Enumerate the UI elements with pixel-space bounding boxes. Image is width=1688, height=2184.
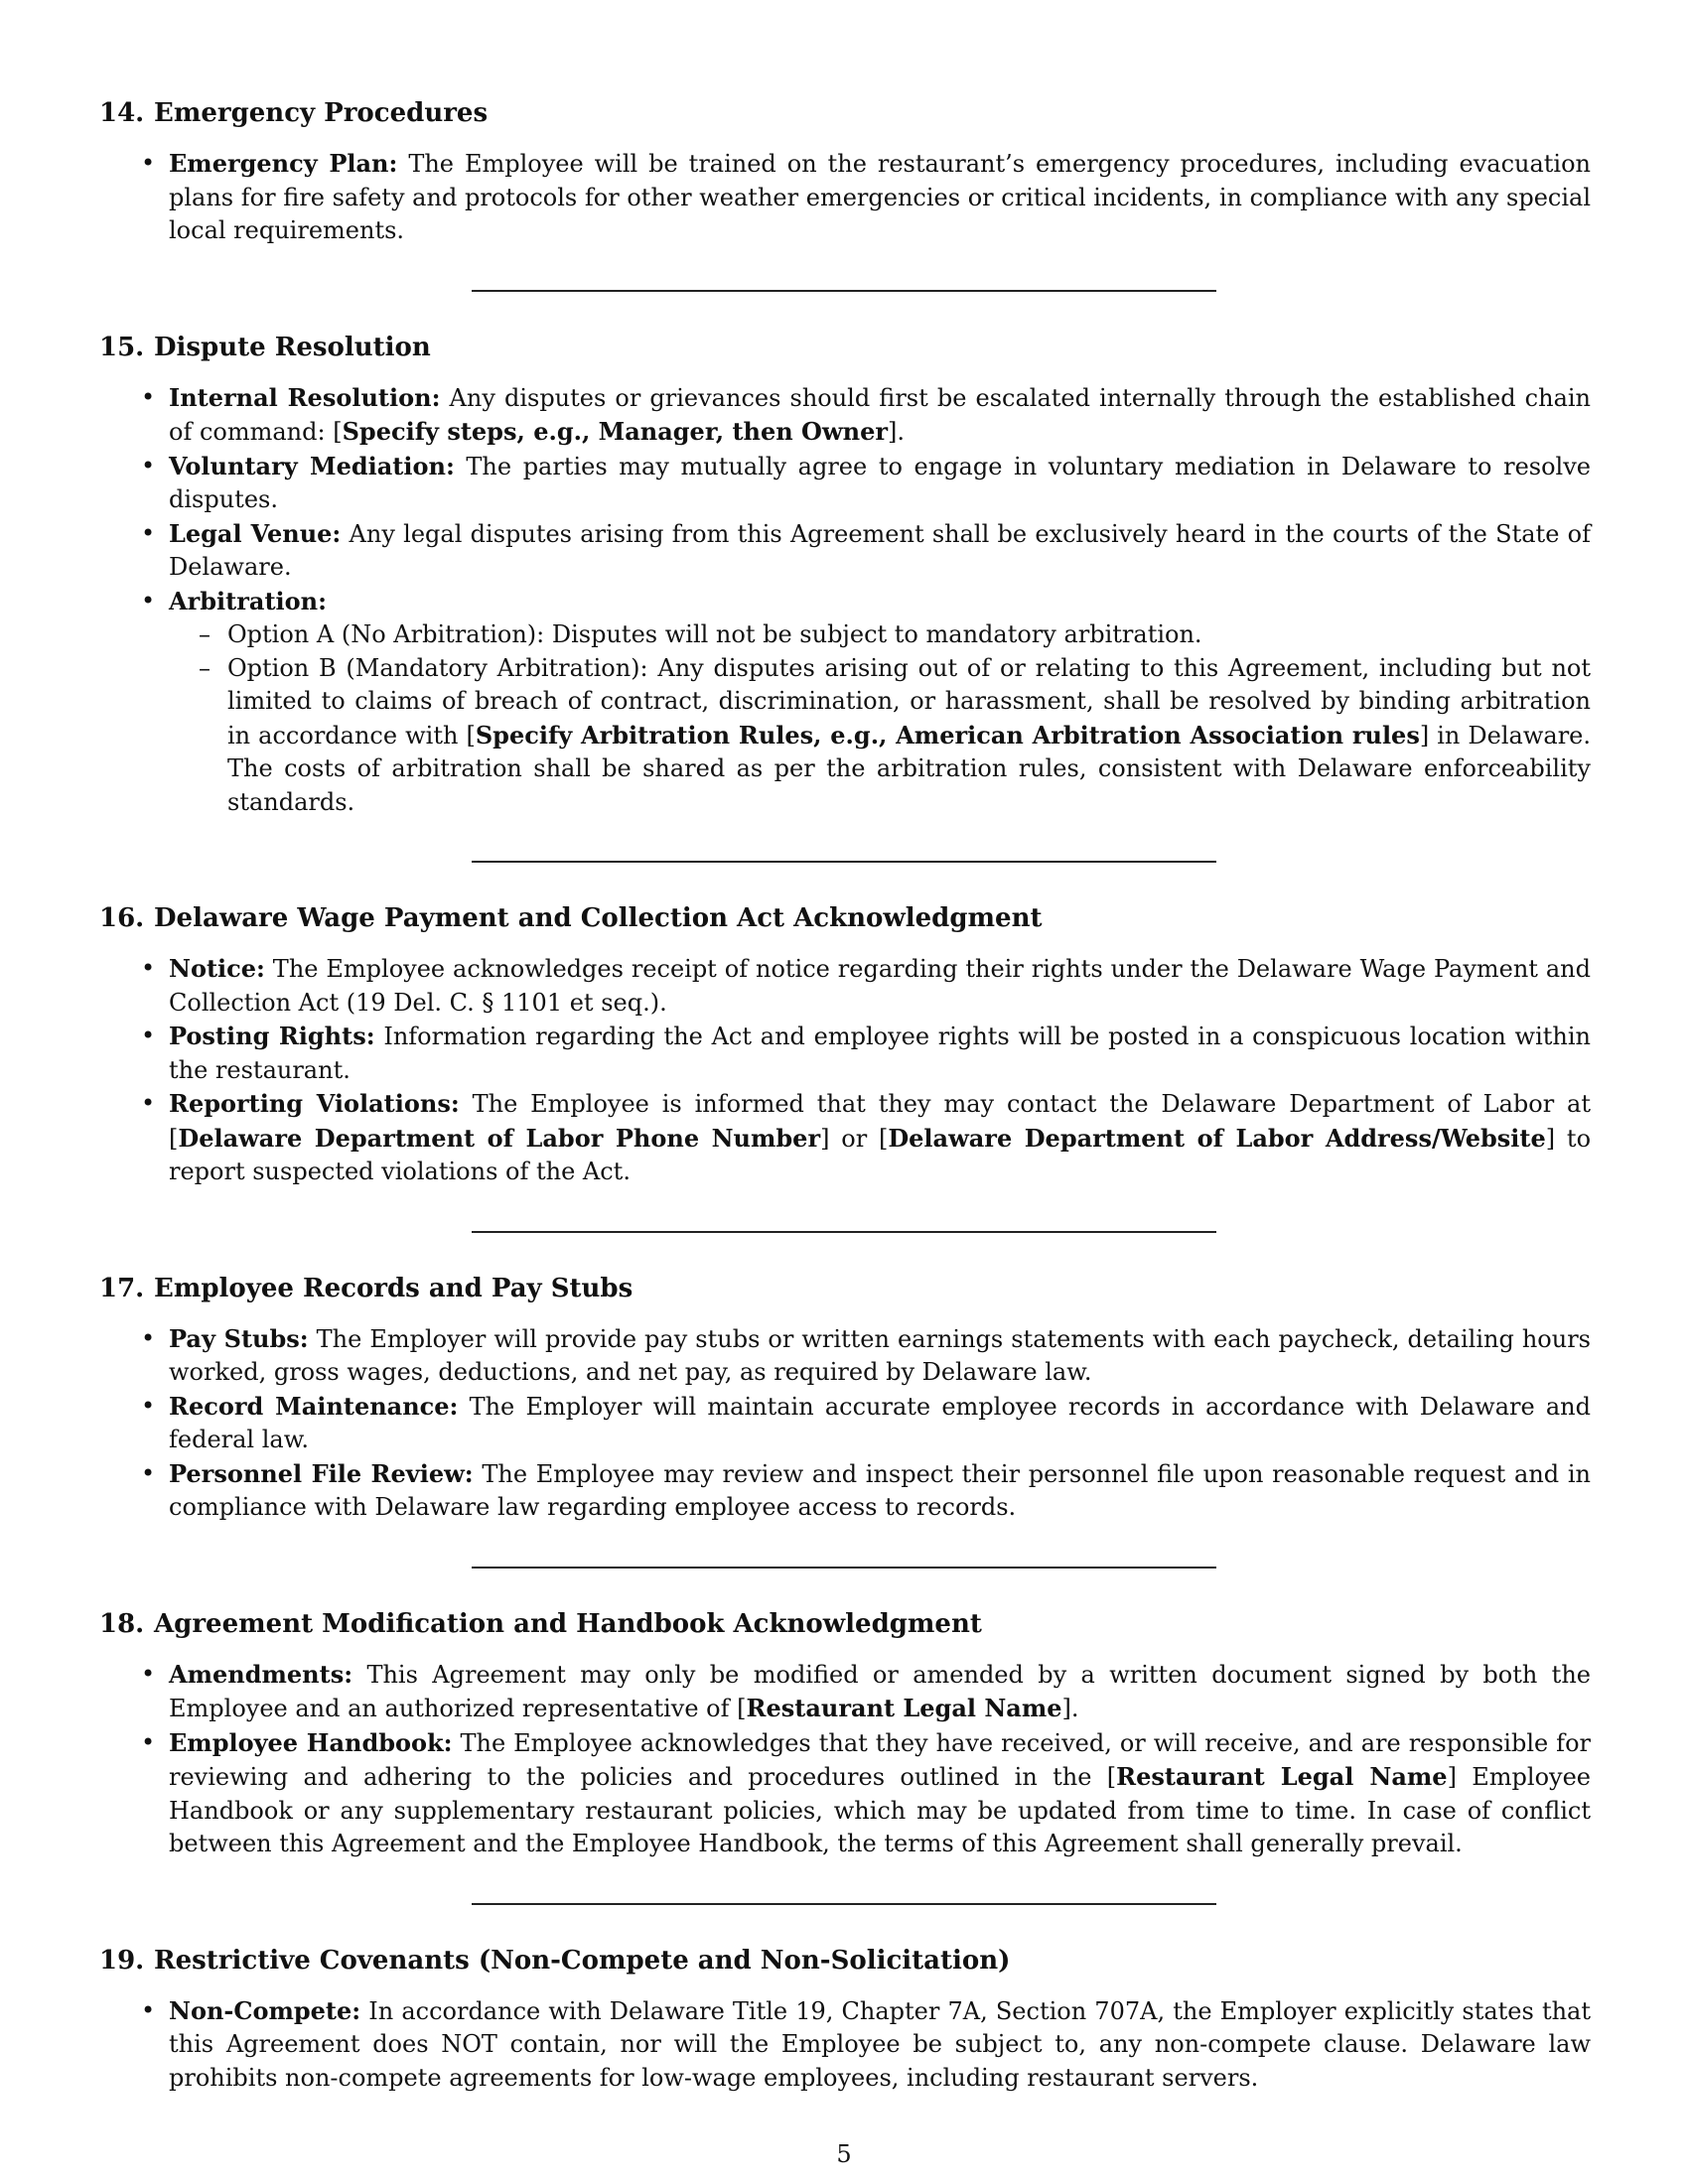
item-placeholder: Specify steps, e.g., Manager, then Owner [342, 417, 888, 446]
sub-list-item [169, 618, 1591, 652]
bullet-list [99, 147, 1591, 248]
item-text: Any legal disputes arising from this Agreement shall be exclusively heard in the courts of the State of Delaware. [169, 519, 1591, 581]
item-text: The Employee will be trained on the restaurant’s emergency procedures, including evacuation plans for fire safety and protocols for other weather emergencies or critical incidents, in compliance with any special local requirements. [169, 150, 1592, 244]
section-spacer [99, 292, 1591, 332]
item-term: Voluntary Mediation: [169, 451, 455, 480]
item-term: Personnel File Review: [169, 1458, 474, 1488]
sub-item-placeholder: Specify Arbitration Rules, e.g., American Arbitration Association rules [475, 720, 1420, 750]
section-heading [99, 1945, 1591, 1977]
list-item [99, 1457, 1591, 1525]
item-text: ] to report suspected violations of the Act. [169, 1124, 1592, 1185]
page-number: 5 [836, 2140, 852, 2168]
item-text: The Employee is informed that they may contact the Delaware Department of Labor at [ [169, 1090, 1591, 1153]
section-number: 19. [99, 1945, 145, 1976]
sub-item-text: ] in Delaware. The costs of arbitration shall be shared as per the arbitration rules, consistent with Delaware enforceability standards. [227, 721, 1592, 816]
item-text: The Employer will maintain accurate employee records in accordance with Delaware and federal law. [169, 1392, 1591, 1453]
item-text: Any disputes or grievances should first be escalated internally through the established chain of command: [ [169, 383, 1592, 446]
item-text: Information regarding the Act and employee rights will be posted in a conspicuous location within the restaurant. [169, 1023, 1592, 1084]
item-text: ]. [1061, 1695, 1079, 1722]
section-title: Employee Records and Pay Stubs [154, 1273, 633, 1303]
section-heading [99, 1273, 1591, 1304]
item-placeholder: Delaware Department of Labor Address/Website [888, 1123, 1546, 1153]
section-number: 16. [99, 903, 145, 933]
sub-list-item [169, 652, 1591, 820]
item-term: Legal Venue: [169, 518, 342, 548]
item-text: ]. [887, 418, 905, 446]
section-heading [99, 97, 1591, 129]
item-term: Record Maintenance: [169, 1391, 459, 1421]
section-title: Restrictive Covenants (Non-Compete and Non-Solicitation) [154, 1945, 1011, 1976]
list-item [99, 585, 1591, 820]
section-heading [99, 332, 1591, 363]
list-item [99, 1020, 1591, 1087]
item-term: Pay Stubs: [169, 1323, 309, 1353]
section-heading [99, 1608, 1591, 1640]
section-spacer [99, 1905, 1591, 1945]
list-item [99, 1322, 1591, 1390]
document-body [99, 97, 1591, 2095]
item-placeholder: Restaurant Legal Name [746, 1694, 1062, 1722]
section-number: 17. [99, 1273, 145, 1303]
item-text: In accordance with Delaware Title 19, Chapter 7A, Section 707A, the Employer explicitly states that this Agreement does NOT contain, nor will the Employee be subject to, any non-compete clause. Delaware law prohibits non-compete agreements for low-wage employees, including restaurant servers. [169, 1996, 1591, 2092]
bullet-list [99, 1322, 1591, 1525]
item-text: The Employee acknowledges receipt of notice regarding their rights under the Delaware Wage Payment and Collection Act (19 Del. C. § 1101 et seq.). [169, 955, 1591, 1017]
list-item [99, 1726, 1591, 1861]
bullet-list [99, 952, 1591, 1189]
section-title: Emergency Procedures [154, 98, 489, 128]
section-19 [99, 1945, 1591, 2096]
item-term: Non-Compete: [169, 1995, 361, 2025]
section-14 [99, 97, 1591, 248]
sub-list [169, 618, 1591, 819]
item-term: Employee Handbook: [169, 1727, 453, 1757]
item-term: Amendments: [169, 1659, 353, 1689]
item-term: Posting Rights: [169, 1022, 375, 1050]
list-item [99, 1994, 1591, 2096]
bullet-list [99, 1658, 1591, 1861]
item-term: Internal Resolution: [169, 382, 441, 412]
section-18 [99, 1608, 1591, 1861]
list-item [99, 1087, 1591, 1189]
item-text: ] Employee Handbook or any supplementary restaurant policies, which may be updated from time to time. In case of conflict between this Agreement and the Employee Handbook, the terms of this Agreement shall generally prevail. [169, 1763, 1592, 1857]
section-number: 18. [99, 1608, 145, 1639]
item-term: Reporting Violations: [169, 1089, 460, 1118]
list-item [99, 381, 1591, 450]
section-title: Dispute Resolution [154, 332, 431, 362]
item-text: ] or [ [820, 1124, 889, 1153]
section-title: Agreement Modification and Handbook Acknowledgment [154, 1608, 982, 1639]
sub-item-text: Option B (Mandatory Arbitration): Any disputes arising out of or relating to this Agreement, including but not limited to claims of breach of contract, discrimination, or harassment, shall be resolved by binding arbitration in accordance with [ [227, 653, 1591, 750]
item-term: Notice: [169, 954, 265, 983]
item-text: This Agreement may only be modified or amended by a written document signed by both the Employee and an authorized representative of [ [169, 1660, 1591, 1722]
item-placeholder: Restaurant Legal Name [1116, 1762, 1448, 1791]
item-term: Emergency Plan: [169, 149, 398, 178]
list-item [99, 517, 1591, 585]
section-spacer [99, 863, 1591, 902]
section-16 [99, 902, 1591, 1189]
item-text: The parties may mutually agree to engage in voluntary mediation in Delaware to resolve disputes. [169, 452, 1591, 513]
section-heading [99, 902, 1591, 934]
bullet-list [99, 1994, 1591, 2096]
item-text: The Employer will provide pay stubs or written earnings statements with each paycheck, detailing hours worked, gross wages, deductions, and net pay, as required by Delaware law. [169, 1324, 1591, 1386]
section-spacer [99, 1569, 1591, 1608]
section-number: 14. [99, 98, 145, 128]
bullet-list [99, 381, 1591, 820]
section-17 [99, 1273, 1591, 1525]
item-term: Arbitration: [169, 586, 327, 615]
item-text: The Employee may review and inspect their personnel file upon reasonable request and in compliance with Delaware law regarding employee access to records. [169, 1459, 1591, 1521]
list-item [99, 952, 1591, 1020]
section-15 [99, 332, 1591, 820]
list-item [99, 147, 1591, 248]
list-item [99, 1658, 1591, 1726]
list-item [99, 1390, 1591, 1457]
item-placeholder: Delaware Department of Labor Phone Number [178, 1123, 821, 1153]
sub-item-text: Option A (No Arbitration): Disputes will not be subject to mandatory arbitration. [227, 620, 1202, 648]
section-number: 15. [99, 332, 145, 362]
list-item [99, 450, 1591, 517]
section-title: Delaware Wage Payment and Collection Act Acknowledgment [154, 903, 1043, 933]
section-spacer [99, 1233, 1591, 1273]
item-text: The Employee acknowledges that they have received, or will receive, and are responsible for reviewing and adhering to the policies and procedures outlined in the [ [169, 1728, 1591, 1791]
